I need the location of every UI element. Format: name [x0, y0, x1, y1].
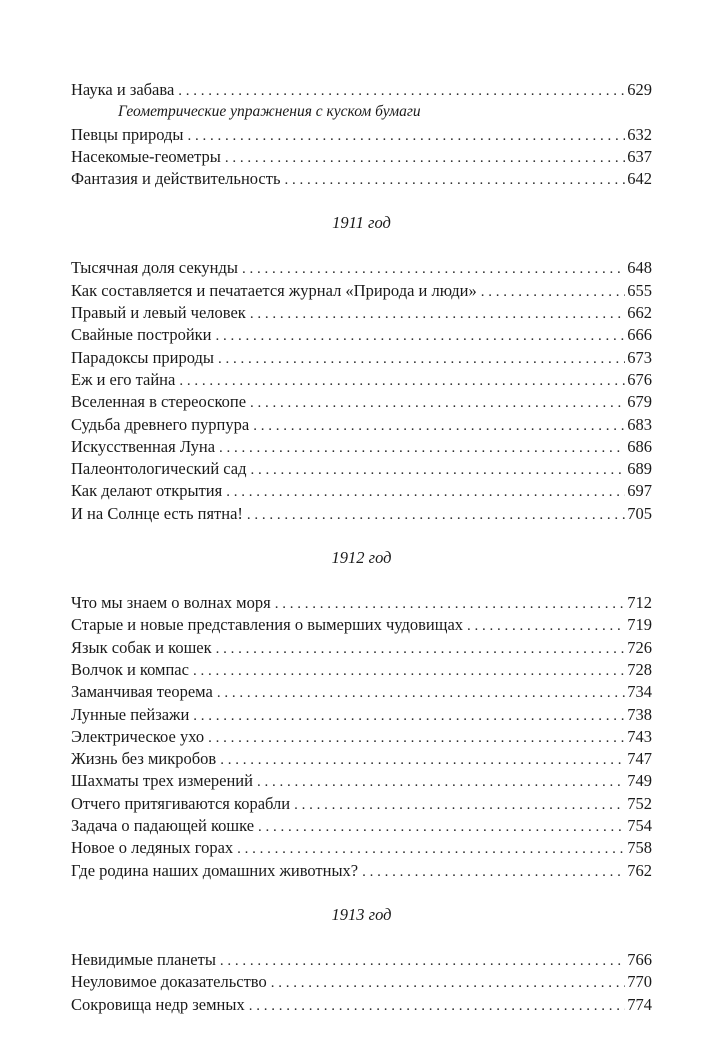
toc-entry: [71, 347, 652, 369]
entry-title: Старые и новые представления о вымерших чудовищах: [71, 615, 464, 635]
dot-leader: [253, 415, 625, 437]
dot-leader: [219, 437, 625, 459]
dot-leader: [217, 682, 625, 704]
entry-page: 752: [627, 793, 652, 813]
entry-page: 666: [627, 325, 652, 345]
toc-entry: [71, 592, 652, 614]
dot-leader: [218, 348, 625, 370]
dot-leader: [467, 615, 625, 637]
dot-leader: [216, 638, 626, 660]
entry-page: 648: [627, 258, 652, 278]
toc-entry: [71, 659, 652, 681]
toc-entry: [71, 704, 652, 726]
entry-title: Новое о ледяных горах: [71, 838, 234, 858]
entry-title: Искусственная Луна: [71, 436, 216, 456]
entry-title: И на Солнце есть пятна!: [71, 503, 243, 523]
entry-page: 728: [627, 659, 652, 679]
dot-leader: [362, 861, 625, 883]
toc-entry: [71, 302, 652, 324]
toc-entry: [71, 168, 652, 190]
entry-page: 689: [627, 459, 652, 479]
entry-title: Как составляется и печатается журнал «Природа и люди»: [71, 280, 477, 300]
entry-title: Тысячная доля секунды: [71, 258, 238, 278]
dot-leader: [249, 995, 626, 1017]
entry-title: Отчего притягиваются корабли: [71, 793, 291, 813]
entry-page: 686: [627, 436, 652, 456]
toc-section: [71, 592, 652, 882]
entry-page: 712: [627, 593, 652, 613]
entry-page: 774: [627, 994, 652, 1014]
dot-leader: [216, 325, 626, 347]
toc-entry: [71, 837, 652, 859]
entry-page: 705: [627, 503, 652, 523]
dot-leader: [271, 972, 626, 994]
entry-title: Шахматы трех измерений: [71, 771, 253, 791]
dot-leader: [220, 950, 625, 972]
entry-subtitle: Геометрические упражнения с куском бумаги: [118, 103, 421, 121]
entry-title: Насекомые-геометры: [71, 146, 221, 166]
entry-page: 762: [627, 860, 652, 880]
dot-leader: [257, 771, 625, 793]
toc-entry: [71, 793, 652, 815]
entry-page: 747: [627, 749, 652, 769]
toc-entry: [71, 770, 652, 792]
entry-title: Парадоксы природы: [71, 347, 215, 367]
entry-page: 758: [627, 838, 652, 858]
dot-leader: [178, 80, 625, 102]
entry-title: Жизнь без микробов: [71, 749, 217, 769]
entry-title: Заманчивая теорема: [71, 682, 213, 702]
toc-entry: [71, 280, 652, 302]
entry-page: 738: [627, 704, 652, 724]
year-heading: 1913 год: [331, 904, 392, 924]
toc-entry: [71, 681, 652, 703]
entry-page: 642: [627, 169, 652, 189]
entry-page: 632: [627, 124, 652, 144]
entry-page: 655: [627, 280, 652, 300]
dot-leader: [251, 459, 626, 481]
entry-title: Свайные постройки: [71, 325, 212, 345]
entry-title: Язык собак и кошек: [71, 637, 212, 657]
toc-entry: [71, 860, 652, 882]
toc-entry: [71, 480, 652, 502]
dot-leader: [275, 593, 626, 615]
entry-title: Палеонтологический сад: [71, 459, 247, 479]
toc-entry: [71, 815, 652, 837]
dot-leader: [220, 749, 625, 771]
entry-title: Судьба древнего пурпура: [71, 414, 250, 434]
toc-entry: [71, 726, 652, 748]
dot-leader: [250, 392, 625, 414]
entry-page: 726: [627, 637, 652, 657]
entry-page: 743: [627, 726, 652, 746]
entry-page: 629: [627, 80, 652, 99]
toc-entry: [71, 414, 652, 436]
dot-leader: [193, 660, 625, 682]
dot-leader: [225, 147, 625, 169]
dot-leader: [237, 838, 625, 860]
dot-leader: [193, 705, 625, 727]
dot-leader: [285, 169, 626, 191]
year-heading: 1911 год: [332, 213, 391, 233]
dot-leader: [258, 816, 625, 838]
dot-leader: [250, 303, 625, 325]
dot-leader: [208, 727, 625, 749]
toc-entry: [71, 369, 652, 391]
toc-entry: [71, 124, 652, 146]
entry-title: Вселенная в стереоскопе: [71, 392, 247, 412]
toc-entry: [71, 146, 652, 168]
entry-page: 749: [627, 771, 652, 791]
entry-title: Правый и левый человек: [71, 303, 246, 323]
entry-title: Еж и его тайна: [71, 369, 176, 389]
entry-title: Электрическое ухо: [71, 726, 205, 746]
entry-page: 637: [627, 146, 652, 166]
toc-entry: [71, 971, 652, 993]
toc-entry: [71, 324, 652, 346]
toc-section: [71, 79, 652, 190]
toc-entry: [71, 257, 652, 279]
toc-entry: [71, 436, 652, 458]
entry-title: Лунные пейзажи: [71, 704, 190, 724]
dot-leader: [247, 504, 625, 526]
toc-entry: [71, 748, 652, 770]
toc-entry: [71, 391, 652, 413]
toc-entry: [71, 637, 652, 659]
toc-entry: [71, 614, 652, 636]
dot-leader: [242, 258, 625, 280]
entry-page: 679: [627, 392, 652, 412]
entry-title: Неуловимое доказательство: [71, 972, 267, 992]
table-of-contents: [71, 79, 652, 1016]
toc-section: [71, 949, 652, 1016]
entry-page: 766: [627, 949, 652, 969]
entry-title: Где родина наших домашних животных?: [71, 860, 359, 880]
entry-title: Невидимые планеты: [71, 949, 216, 969]
entry-page: 754: [627, 816, 652, 836]
dot-leader: [481, 281, 626, 303]
dot-leader: [294, 794, 625, 816]
entry-title: Певцы природы: [71, 124, 184, 144]
toc-entry: [71, 503, 652, 525]
entry-page: 676: [627, 369, 652, 389]
entry-title: Задача о падающей кошке: [71, 816, 255, 836]
entry-page: 673: [627, 347, 652, 367]
dot-leader: [179, 370, 625, 392]
toc-entry: [71, 79, 652, 101]
toc-entry: [71, 458, 652, 480]
entry-title: Сокровища недр земных: [71, 994, 245, 1014]
entry-page: 770: [627, 972, 652, 992]
dot-leader: [188, 125, 626, 147]
toc-entry: [71, 949, 652, 971]
entry-page: 683: [627, 414, 652, 434]
year-heading: 1912 год: [331, 548, 392, 568]
toc-entry: [71, 994, 652, 1016]
entry-page: 734: [627, 682, 652, 702]
entry-title: Что мы знаем о волнах моря: [71, 593, 271, 613]
entry-title: Как делают открытия: [71, 481, 223, 501]
entry-title: Волчок и компас: [71, 659, 189, 679]
entry-title: Наука и забава: [71, 80, 175, 99]
entry-page: 719: [627, 615, 652, 635]
entry-title: Фантазия и действительность: [71, 169, 281, 189]
dot-leader: [226, 481, 625, 503]
entry-page: 662: [627, 303, 652, 323]
toc-section: [71, 257, 652, 525]
entry-page: 697: [627, 481, 652, 501]
